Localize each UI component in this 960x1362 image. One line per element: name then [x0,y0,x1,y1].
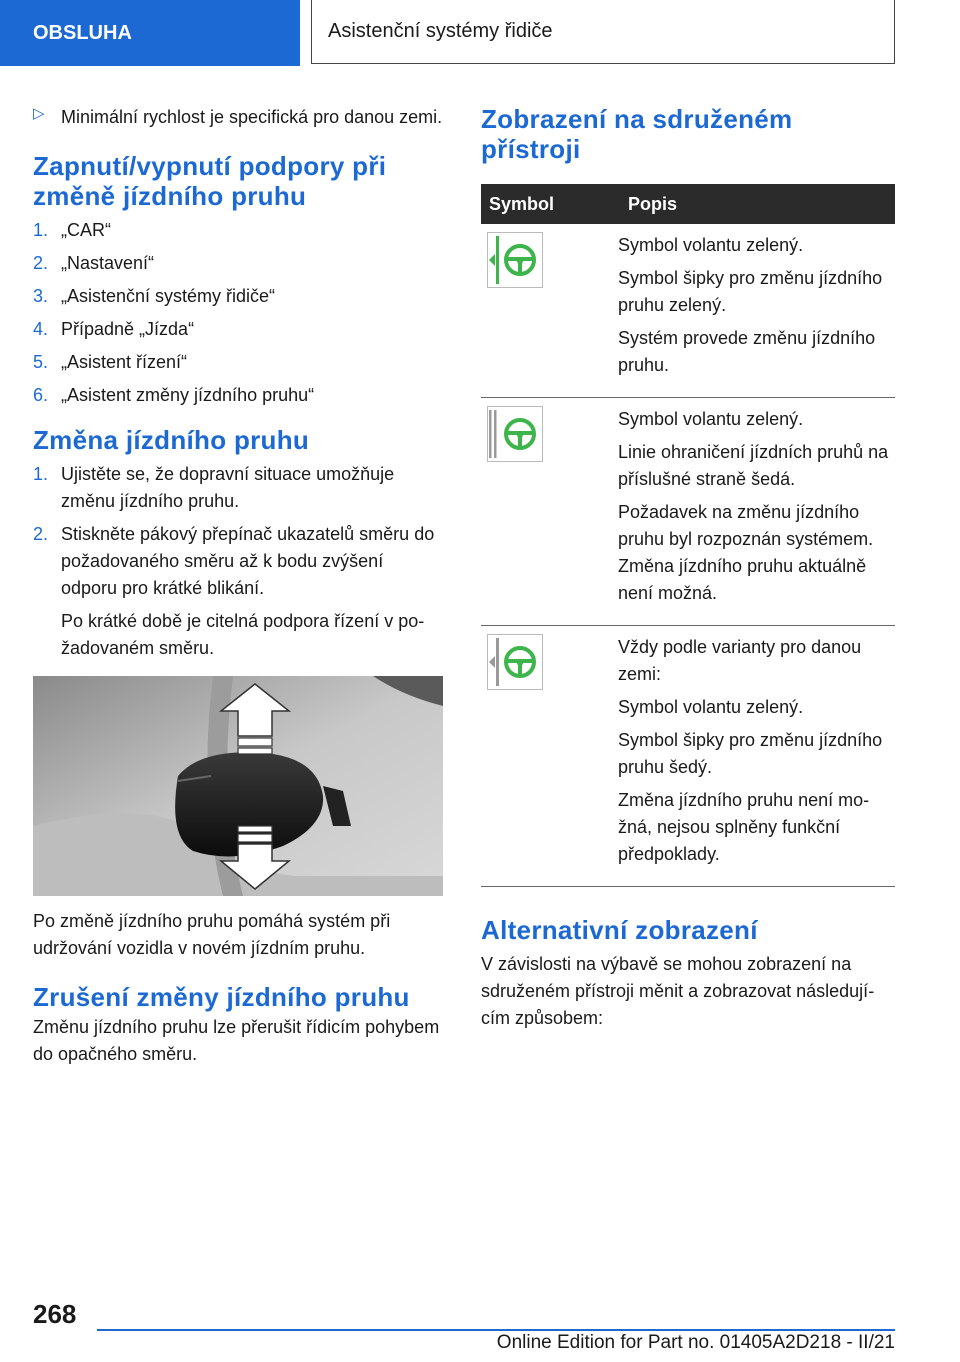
sub-paragraph: Po krátké době je citelná podpora řízení v požadovaném směru. [61,611,425,658]
section-title-alternative: Alternativní zobrazení [481,915,758,945]
list-item: 3. „Asistenční systémy řidiče“ [33,286,276,306]
section-tab: OBSLUHA [0,0,300,66]
note-triangle-icon: ▷ [33,105,45,122]
list-item: 1. Ujistěte se, že dopravní situace umožňuje změnu jízdního pruhu. [33,464,395,511]
description-line: Symbol šipky pro změnu jízdního pruhu zelený. [618,268,883,315]
steering-wheel-arrow-gray-icon [487,634,543,690]
table-header-row [481,184,895,224]
cancel-text: Změnu jízdního pruhu lze přerušit řídicím pohybem do opačného směru. [33,1017,440,1064]
right-column [481,104,895,1032]
description-line: Změna jízdního pruhu není možná, nejsou splněny funkční předpoklady. [618,790,870,864]
list-item: 2. Stiskněte pákový přepínač ukazatelů směru do požadovaného směru až k bodu zvýšení odporu pro krátké blikání. [33,524,435,598]
page-header [0,0,960,66]
description-line: Požadavek na změnu jízdního pruhu byl rozpoznán systémem. Změna jízdního pruhu aktuálně není možná. [618,502,874,603]
symbol-table [481,184,895,887]
description-line: Linie ohraničení jízdních pruhů na příslušné straně šedá. [618,442,889,489]
turn-signal-lever-image [33,676,443,896]
after-image-text: Po změně jízdního pruhu pomáhá systém při udržování vozidla v novém jízdním pruhu. [33,911,391,958]
page-number: 268 [33,1299,77,1329]
description-line: Systém provede změnu jízdního pruhu. [618,328,876,375]
column-header-description: Popis [616,184,895,224]
list-item: 1. „CAR“ [33,220,111,240]
lane-change-steps [33,461,443,602]
description-line: Symbol volantu zelený. [618,235,804,255]
note-text: Minimální rychlost je specifická pro danou zemi. [61,107,443,127]
steering-wheel-lane-lines-icon [487,406,543,462]
list-item: 5. „Asistent řízení“ [33,352,188,372]
edition-text: Online Edition for Part no. 01405A2D218 - II/21 [496,1332,895,1353]
description-line: Vždy podle varianty pro danou zemi: [618,637,862,684]
list-item: 6. „Asistent změny jízdního pruhu“ [33,385,315,405]
table-row [481,224,895,398]
left-column [33,104,443,1068]
description-line: Symbol volantu zelený. [618,697,804,717]
steering-wheel-arrow-green-icon [487,232,543,288]
list-item: 4. Případně „Jízda“ [33,319,195,339]
table-row [481,626,895,887]
section-title-display: Zobrazení na sdruženém přístroji [481,104,793,164]
section-title-cancel: Zrušení změny jízdního pruhu [33,982,410,1012]
list-item: 2. „Nastavení“ [33,253,155,273]
section-title-lane-change: Změna jízdního pruhu [33,425,310,455]
column-header-symbol: Symbol [481,184,616,224]
footer-divider [97,1329,895,1331]
alternative-text: V závislosti na výbavě se mohou zobrazení na sdruženém přístroji měnit a zobrazovat následujícím způsobem: [481,954,875,1028]
note [33,104,443,131]
toggle-steps [33,217,443,409]
section-title-toggle: Zapnutí/vypnutí podpory při změně jízdního pruhu [33,151,387,211]
chapter-title: Asistenční systémy řidiče [311,0,895,64]
description-line: Symbol šipky pro změnu jízdního pruhu šedý. [618,730,883,777]
description-line: Symbol volantu zelený. [618,409,804,429]
table-row [481,398,895,626]
